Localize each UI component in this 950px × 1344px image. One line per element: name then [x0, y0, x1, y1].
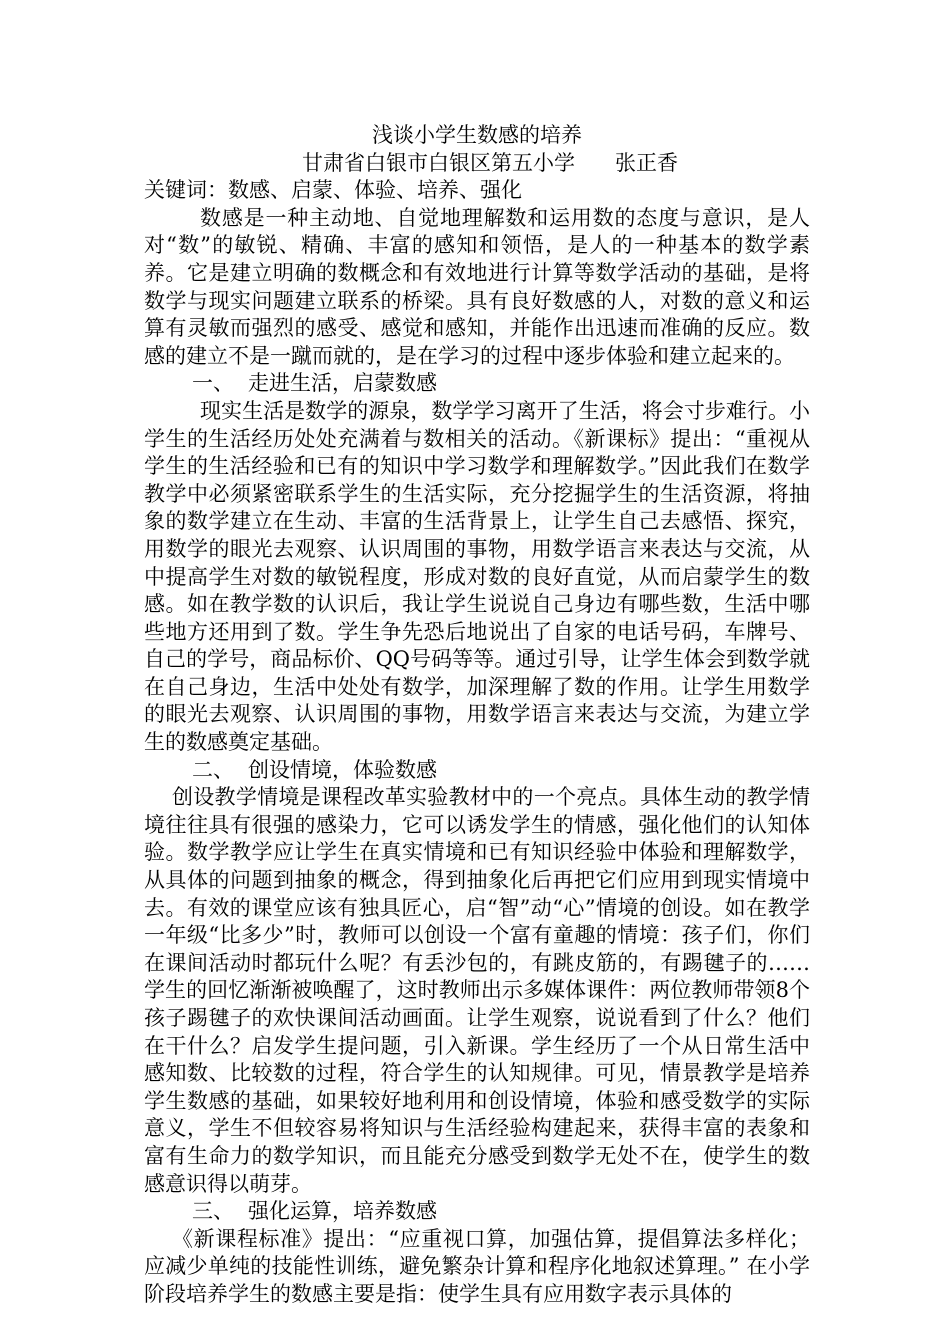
section-title: 走进生活，启蒙数感 [248, 371, 437, 396]
keywords-line: 关键词：数感、启蒙、体验、培养、强化 [144, 178, 522, 203]
author-line [144, 150, 810, 178]
section-paragraph-1: 现实生活是数学的源泉，数学学习离开了生活，将会寸步难行。小学生的生活经历处处充满着与数相关的活动。《新课标》提出：“重视从学生的生活经验和已有的知识中学习数学和理解数学。”因此我们在数学教学中必须紧密联系学生的生活实际，充分挖掘学生的生活资源，将抽象的数学建立在生动、丰富的生活背景上，让学生自己去感悟、探究，用数学的眼光去观察、认识周围的事物，用数学语言来表达与交流，从中提高学生对数的敏锐程度，形成对数的良好直觉，从而启蒙学生的数感。如在教学数的认识后，我让学生说说自己身边有哪些数，生活中哪些地方还用到了数。学生争先恐后地说出了自家的电话号码，车牌号、自己的学号，商品标价、QQ号码等等。通过引导，让学生体会到数学就在自己身边，生活中处处有数学，加深理解了数的作用。让学生用数学的眼光去观察、认识周围的事物，用数学语言来表达与交流，为建立学生的数感奠定基础。 [144, 398, 810, 755]
section-paragraph-3: 《新课程标准》提出：“应重视口算，加强估算，提倡算法多样化；应减少单纯的技能性训练，避免繁杂计算和程序化地叙述算理。” 在小学阶段培养学生的数感主要是指：使学生具有应用数字表示具体的 [144, 1226, 810, 1306]
document-title: 浅谈小学生数感的培养 [372, 123, 582, 147]
intro-paragraph: 数感是一种主动地、自觉地理解数和运用数的态度与意识，是人对“数”的敏锐、精确、丰富的感知和领悟，是人的一种基本的数学素养。它是建立明确的数概念和有效地进行计算等数学活动的基础，是将数学与现实问题建立联系的桥梁。具有良好数感的人，对数的意义和运算有灵敏而强烈的感受、感觉和感知，并能作出迅速而准确的反应。数感的建立不是一蹴而就的，是在学习的过程中逐步体验和建立起来的。 [144, 205, 810, 368]
section-heading-1 [144, 370, 810, 398]
section-title: 创设情境，体验数感 [248, 757, 437, 782]
section-heading-3 [144, 1198, 810, 1226]
section-paragraph-2: 创设教学情境是课程改革实验教材中的一个亮点。具体生动的教学情境往往具有很强的感染力，它可以诱发学生的情感，强化他们的认知体验。数学教学应让学生在真实情境和已有知识经验中体验和理解数学，从具体的问题到抽象的概念，得到抽象化后再把它们应用到现实情境中去。有效的课堂应该有独具匠心，启“智”动“心”情境的创设。如在教学一年级“比多少”时，教师可以创设一个富有童趣的情境：孩子们，你们在课间活动时都玩什么呢？有丢沙包的，有跳皮筋的，有踢毽子的……学生的回忆渐渐被唤醒了，这时教师出示多媒体课件：两位教师带领8个孩子踢毽子的欢快课间活动画面。让学生观察，说说看到了什么？他们在干什么？启发学生提问题，引入新课。学生经历了一个从日常生活中感知数、比较数的过程，符合学生的认知规律。可见，情景教学是培养学生数感的基础，如果较好地利用和创设情境，体验和感受数学的实际意义，学生不但较容易将知识与生活经验构建起来，获得丰富的表象和富有生命力的数学知识，而且能充分感受到数学无处不在，使学生的数感意识得以萌芽。 [144, 785, 810, 1196]
section-title: 强化运算，培养数感 [248, 1199, 437, 1224]
section-number: 一、 [192, 371, 234, 396]
document-body [144, 122, 810, 1309]
section-number: 二、 [192, 757, 234, 782]
author-unit: 甘肃省白银市白银区第五小学 [302, 150, 575, 175]
section-number: 三、 [192, 1199, 234, 1224]
author-name: 张正香 [615, 150, 678, 175]
section-heading-2 [144, 757, 810, 785]
